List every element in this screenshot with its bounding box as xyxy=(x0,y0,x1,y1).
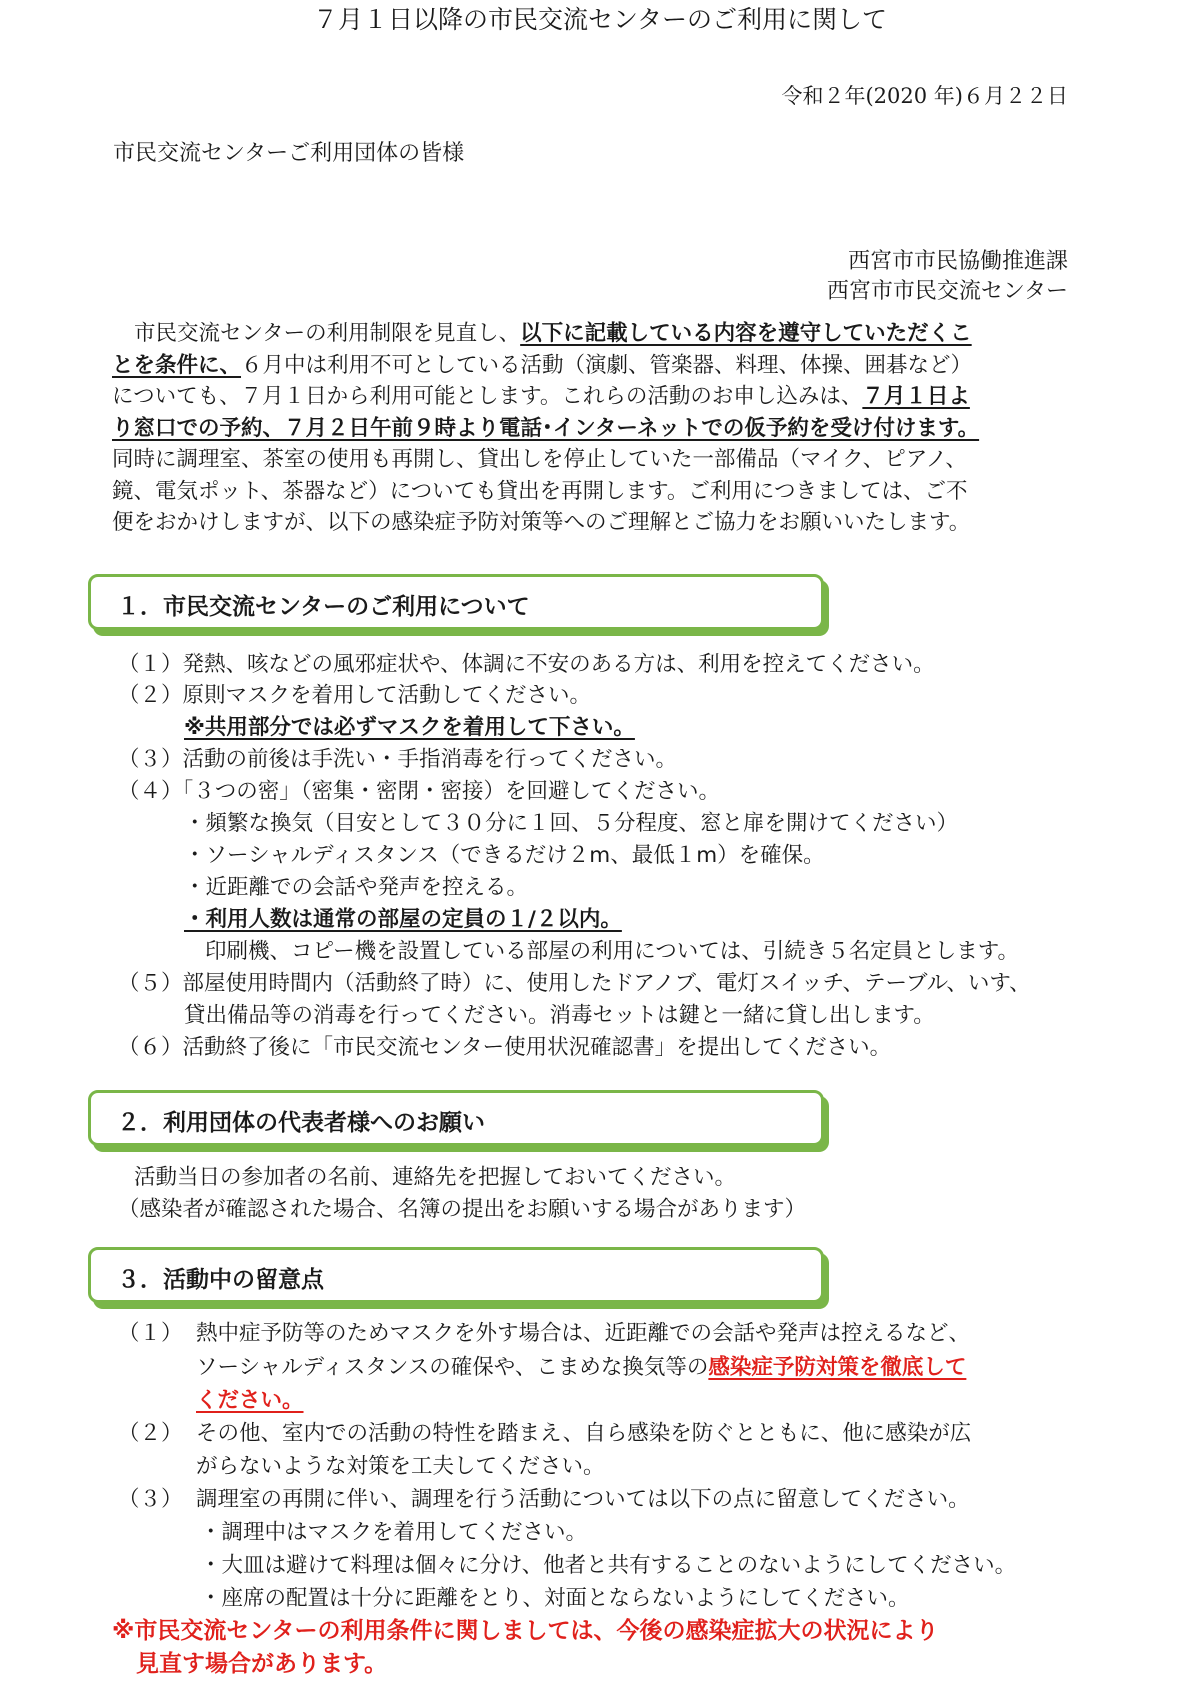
mask-note: ※共用部分では必ずマスクを着用して下さい。 xyxy=(184,715,635,740)
list-item-cont: 貸出備品等の消毒を行ってください。消毒セットは鍵と一緒に貸し出します。 xyxy=(184,1003,935,1028)
list-item: （１）発熱、咳などの風邪症状や、体調に不安のある方は、利用を控えてください。 xyxy=(118,652,935,677)
list-bullet-sub: 印刷機、コピー機を設置している部屋の利用については、引続き５名定員とします。 xyxy=(205,939,1019,964)
intro-text: についても、７月１日から利用可能とします。これらの活動のお申し込みは、 xyxy=(112,384,863,409)
list-bullet: ・座席の配置は十分に距離をとり、対面とならないようにしてください。 xyxy=(200,1586,910,1611)
section-2-title: ２．利用団体の代表者様へのお願い xyxy=(117,1110,485,1136)
infection-prevention-emphasis: 感染症予防対策を徹底して xyxy=(708,1355,967,1380)
list-item xyxy=(196,1350,966,1381)
intro-text: 鏡、電気ポット、茶器など）についても貸出を再開します。ご利用につきましては、ご不 xyxy=(112,478,968,504)
document-title: ７月１日以降の市民交流センターのご利用に関して xyxy=(312,5,887,34)
intro-text: 便をおかけしますが、以下の感染症予防対策等へのご理解とご協力をお願いいたします。 xyxy=(112,510,971,535)
list-item: （４）「３つの密」（密集・密閉・密接）を回避してください。 xyxy=(118,779,721,804)
list-item: その他、室内での活動の特性を踏まえ、自ら感染を防ぐとともに、他に感染が広 xyxy=(196,1421,972,1446)
section-2-text: 活動当日の参加者の名前、連絡先を把握しておいてください。 xyxy=(134,1165,737,1190)
list-number: （３） xyxy=(118,1487,183,1512)
list-bullet: ・近距離での会話や発声を控える。 xyxy=(184,875,529,900)
section-3-title: ３．活動中の留意点 xyxy=(117,1267,324,1293)
intro-text: 市民交流センターの利用制限を見直し、 xyxy=(134,321,521,346)
list-item: （６）活動終了後に「市民交流センター使用状況確認書」を提出してください。 xyxy=(118,1035,892,1060)
section-3-header xyxy=(88,1247,824,1303)
date: 令和２年(2020 年)６月２２日 xyxy=(781,84,1068,108)
list-number: （１） xyxy=(118,1321,183,1346)
section-1-header xyxy=(88,574,824,630)
list-item: （２）原則マスクを着用して活動してください。 xyxy=(118,683,592,708)
capacity-note: ・利用人数は通常の部屋の定員の１/２以内。 xyxy=(184,907,622,932)
intro-emphasis: 以下に記載している内容を遵守していただくこ xyxy=(520,321,972,346)
section-2-header xyxy=(88,1090,824,1146)
intro-text: 同時に調理室、茶室の使用も再開し、貸出しを停止していた一部備品（マイク、ピアノ、 xyxy=(112,447,967,472)
intro-emphasis: り窓口での予約、７月２日午前９時より電話･インターネットでの仮予約を受け付けます。 xyxy=(112,415,980,441)
list-bullet: ・大皿は避けて料理は個々に分け、他者と共有することのないようにしてください。 xyxy=(200,1553,1017,1578)
list-bullet: ・ソーシャルディスタンス（できるだけ２m、最低１m）を確保。 xyxy=(184,843,825,868)
org-division: 西宮市市民協働推進課 xyxy=(847,249,1068,274)
org-center: 西宮市市民交流センター xyxy=(826,279,1068,304)
list-number: （２） xyxy=(118,1421,183,1446)
list-item-text: ソーシャルディスタンスの確保や、こまめな換気等の xyxy=(196,1355,709,1380)
list-bullet: ・調理中はマスクを着用してください。 xyxy=(200,1520,588,1545)
greeting: 市民交流センターご利用団体の皆様 xyxy=(113,141,465,166)
intro-text: ６月中は利用不可としている活動（演劇、管楽器、料理、体操、囲碁など） xyxy=(241,352,973,378)
footer-note: ※市民交流センターの利用条件に関しましては、今後の感染症拡大の状況により xyxy=(112,1618,939,1644)
list-item: がらないような対策を工夫してください。 xyxy=(196,1454,605,1479)
list-item: （３）活動の前後は手洗い・手指消毒を行ってください。 xyxy=(118,747,678,772)
intro-paragraph xyxy=(112,318,1072,539)
intro-emphasis: ７月１日よ xyxy=(862,384,970,409)
section-2-text: （感染者が確認された場合、名簿の提出をお願いする場合があります） xyxy=(118,1197,807,1222)
infection-prevention-emphasis: ください。 xyxy=(196,1388,304,1413)
list-item: （５）部屋使用時間内（活動終了時）に、使用したドアノブ、電灯スイッチ、テーブル、いす、 xyxy=(118,971,1031,996)
list-item: 熱中症予防等のためマスクを外す場合は、近距離での会話や発声は控えるなど、 xyxy=(196,1321,971,1346)
footer-note: 見直す場合があります。 xyxy=(136,1651,388,1677)
list-bullet: ・頻繁な換気（目安として３０分に１回、５分程度、窓と扉を開けてください） xyxy=(184,811,959,836)
list-item: 調理室の再開に伴い、調理を行う活動については以下の点に留意してください。 xyxy=(196,1487,970,1512)
section-1-title: １．市民交流センターのご利用について xyxy=(117,594,530,620)
intro-emphasis: とを条件に、 xyxy=(112,352,242,378)
